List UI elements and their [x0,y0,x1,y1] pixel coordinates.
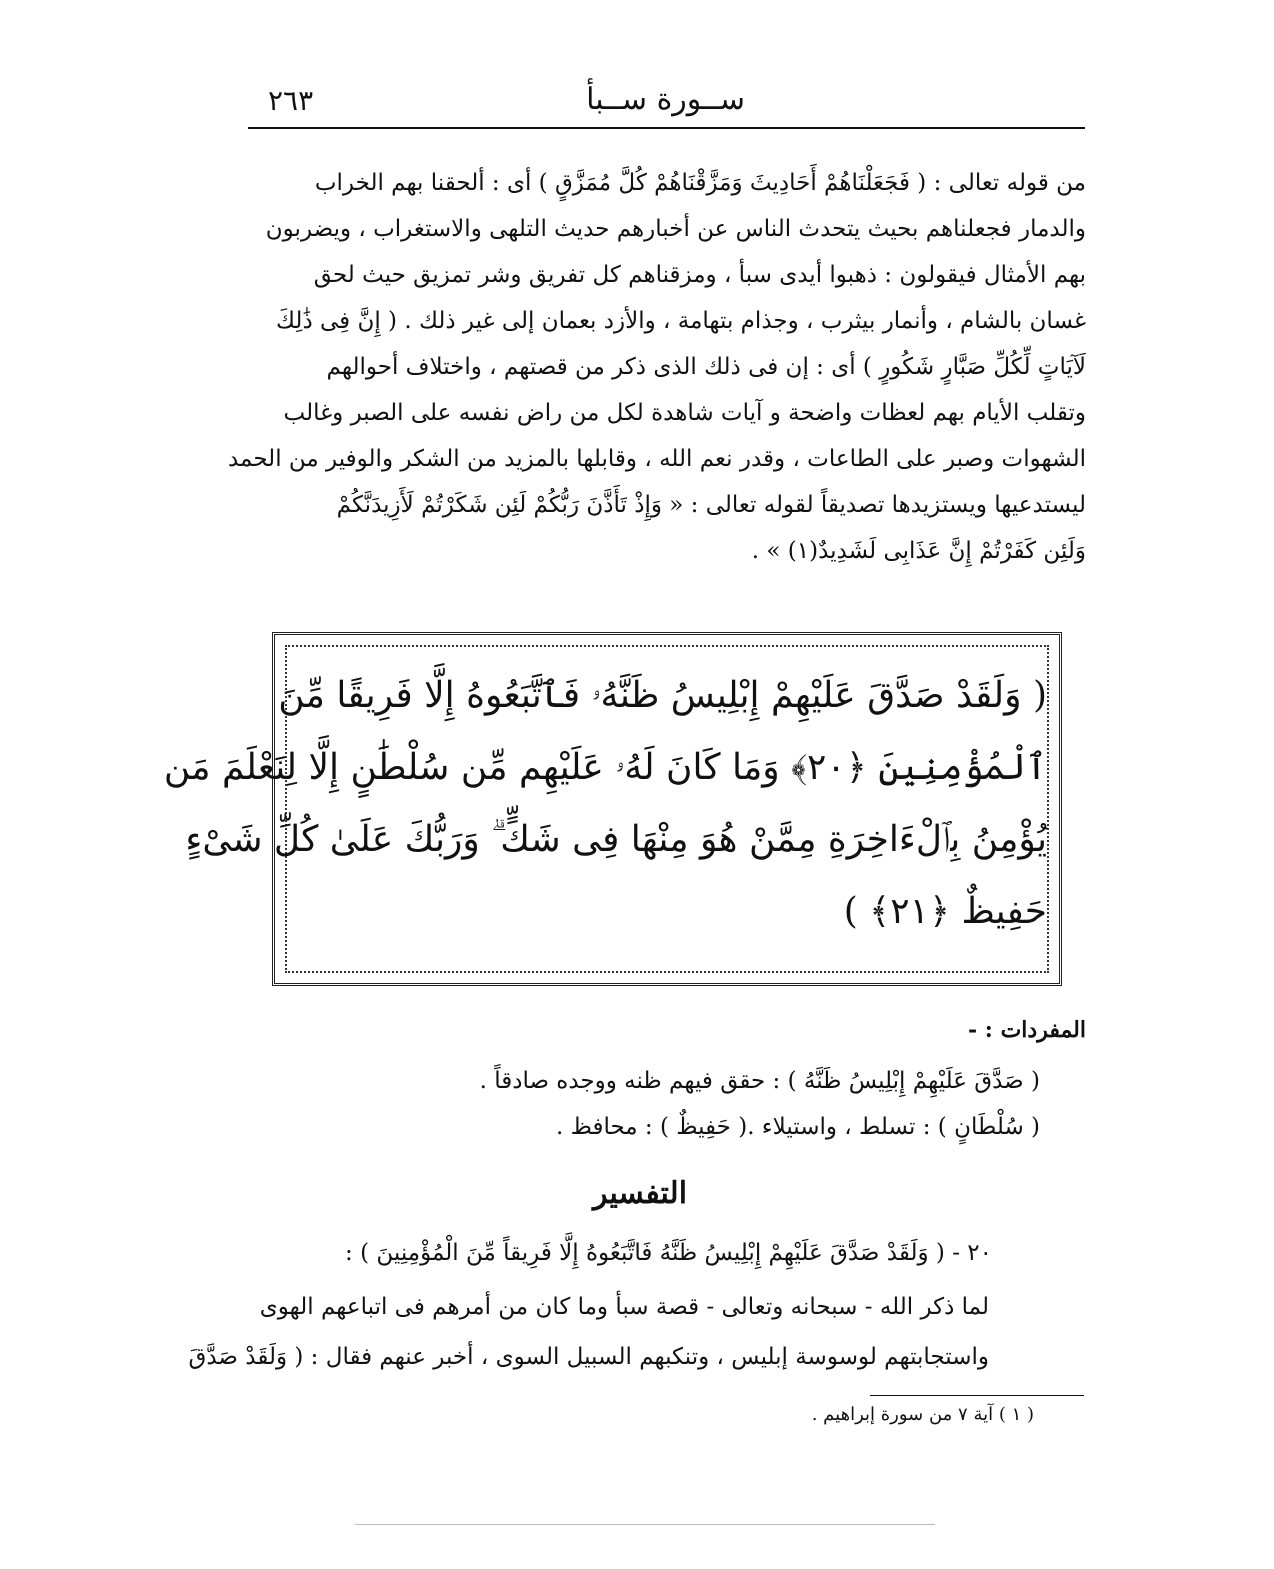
quran-verses [163,660,1047,948]
vocabulary-heading: المفردات : - [968,1017,1086,1043]
surah-title: ســورة ســبأ [586,82,745,117]
commentary-line: من قوله تعالى : ( فَجَعَلْنَاهُمْ أَحَادِيثَ وَمَزَّقْنَاهُمْ كُلَّ مُمَزَّقٍ ) أى : ألحقنا بهم الخراب [314,170,1086,196]
commentary-line: بهم الأمثال فيقولون : ذهبوا أيدى سبأ ، ومزقناهم كل تفريق وشر تمزيق حيث لحق [313,262,1086,288]
tafsir-heading: التفسير [592,1176,688,1211]
header-divider [248,127,1085,129]
footnote-divider [870,1395,1084,1396]
page-header [248,82,1085,126]
commentary-line: الشهوات وصبر على الطاعات ، وقدر نعم الله ، وقابلها بالمزيد من الشكر والوفير من الحمد [227,446,1086,472]
tafsir-verse-line: ٢٠ - ( وَلَقَدْ صَدَّقَ عَلَيْهِمْ إِبْلِيسُ ظَنَّهُ فَاتَّبَعُوهُ إِلَّا فَرِيقاً مِّنَ الْمُؤْمِنِينَ ) : [345,1240,992,1266]
vocabulary-entry: ( صَدَّقَ عَلَيْهِمْ إِبْلِيسُ ظَنَّهُ ) : حقق فيهم ظنه ووجده صادقاً . [479,1068,1040,1094]
tafsir-paragraph [188,1282,989,1382]
bottom-edge-mark [355,1524,935,1525]
commentary-line: ليستدعيها ويستزيدها تصديقاً لقوله تعالى : « وَإِذْ تَأَذَّنَ رَبُّكُمْ لَئِن شَكَرْتُمْ لَأَزِيدَنَّكُمْ [336,492,1086,518]
footnote: ( ١ ) آية ٧ من سورة إبراهيم . [811,1404,1034,1425]
commentary-line: والدمار فجعلناهم بحيث يتحدث الناس عن أخبارهم حديث التلهى والاستغراب ، ويضربون [265,216,1086,242]
tafsir-line: لما ذكر الله - سبحانه وتعالى - قصة سبأ وما كان من أمرهم فى اتباعهم الهوى [259,1294,989,1320]
commentary-paragraph-top [227,160,1086,574]
commentary-line: غسان بالشام ، وأنمار بيثرب ، وجذام بتهامة ، والأزد بعمان إلى غير ذلك . ( إِنَّ فِى ذَٰلِكَ [276,308,1086,334]
commentary-line: لَآيَاتٍ لِّكُلِّ صَبَّارٍ شَكُورٍ ) أى : إن فى ذلك الذى ذكر من قصتهم ، واختلاف أحوالهم [326,354,1086,380]
commentary-line: وَلَئِن كَفَرْتُمْ إِنَّ عَذَابِى لَشَدِيدٌ(١) » . [751,538,1086,564]
quran-line: ( وَلَقَدْ صَدَّقَ عَلَيْهِمْ إِبْلِيسُ ظَنَّهُۥ فَٱتَّبَعُوهُ إِلَّا فَرِيقًا مِّنَ [278,675,1047,716]
vocabulary-list [420,1058,1040,1150]
commentary-line: وتقلب الأيام بهم لعظات واضحة و آيات شاهدة لكل من راض نفسه على الصبر وغالب [283,400,1086,426]
quran-line: يُؤْمِنُ بِٱلْءَاخِرَةِ مِمَّنْ هُوَ مِنْهَا فِى شَكٍّ ۗ وَرَبُّكَ عَلَىٰ كُلِّ شَىْءٍ [185,819,1047,860]
quran-line: ٱلْمُؤْمِنِينَ ﴿٢٠﴾ وَمَا كَانَ لَهُۥ عَلَيْهِم مِّن سُلْطَٰنٍ إِلَّا لِنَعْلَمَ مَن [163,747,1047,788]
tafsir-line: واستجابتهم لوسوسة إبليس ، وتنكبهم السبيل السوى ، أخبر عنهم فقال : ( وَلَقَدْ صَدَّقَ [188,1344,989,1370]
quran-line: حَفِيظٌ ﴿٢١﴾ ) [843,891,1047,932]
page-number: ٢٦٣ [268,84,314,117]
vocabulary-entry: ( سُلْطَانٍ ) : تسلط ، واستيلاء .( حَفِيظٌ ) : محافظ . [556,1114,1040,1140]
